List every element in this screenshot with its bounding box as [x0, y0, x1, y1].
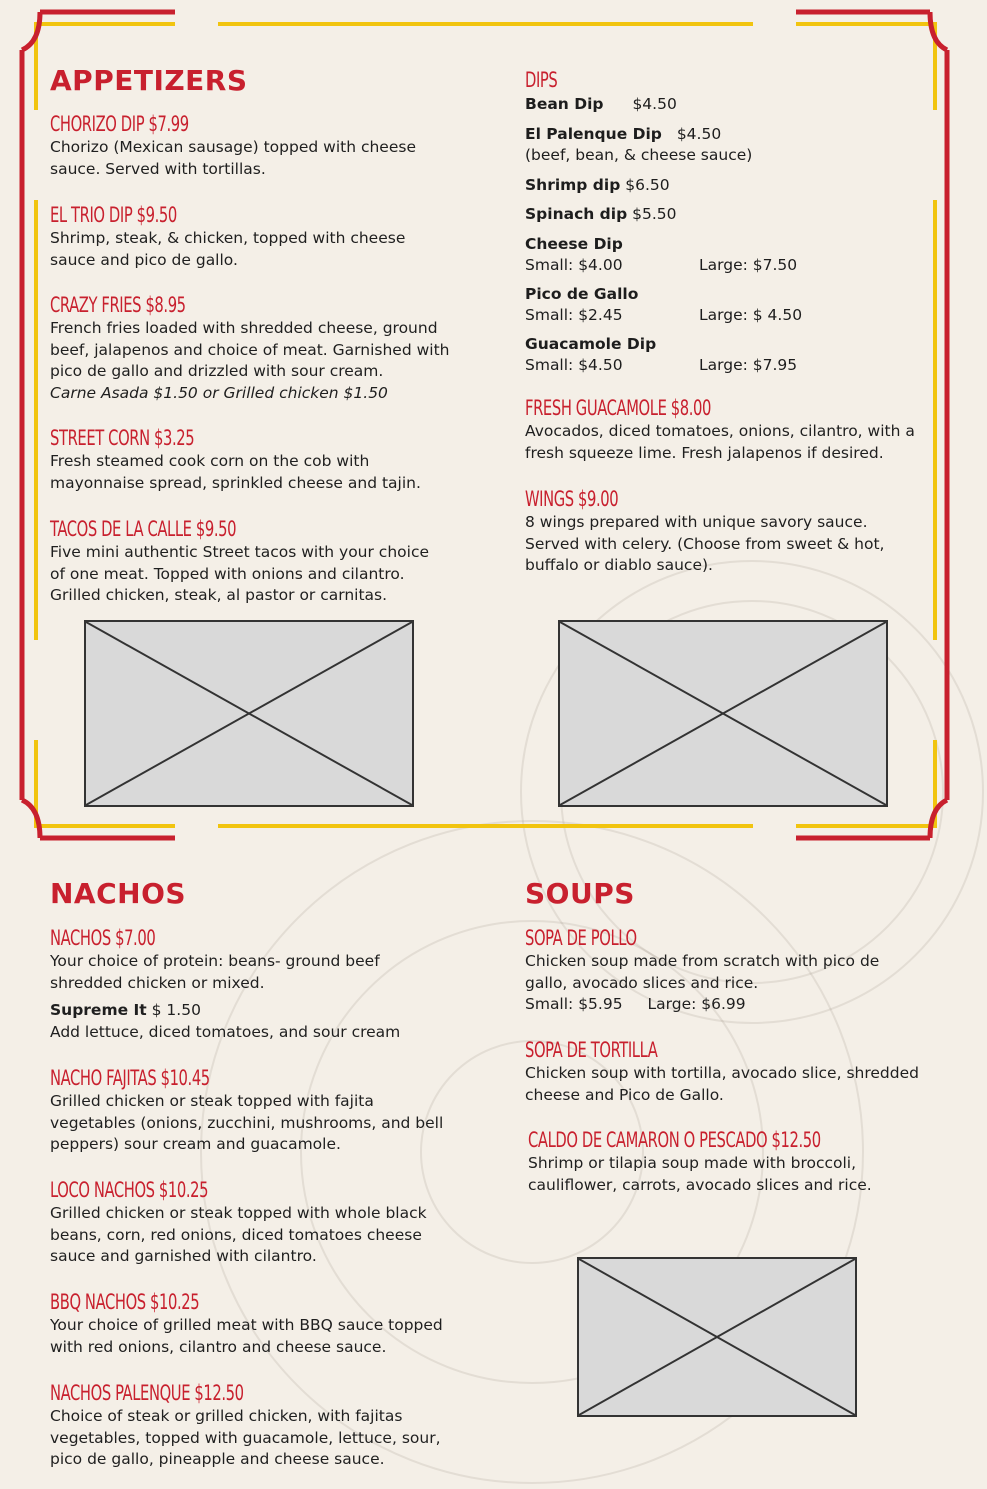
dips-section: [525, 67, 925, 377]
item-description: Five mini authentic Street tacos with your choice of one meat. Topped with onions and cilantro. Grilled chicken, steak, al pastor or carnitas.: [50, 543, 430, 604]
menu-item-fresh-guacamole: [525, 395, 935, 464]
item-description: Add lettuce, diced tomatoes, and sour cream: [50, 1022, 401, 1041]
dip-pico: [525, 284, 925, 306]
dip-spinach: [525, 204, 925, 226]
item-note: [50, 383, 460, 405]
dip-name: Cheese Dip: [525, 234, 623, 253]
item-description: 8 wings prepared with unique savory sauce. Served with celery. (Choose from sweet & hot, buffalo or diablo sauce).: [525, 513, 885, 574]
menu-item-sopa-de-tortilla: [525, 1037, 935, 1106]
placeholder-cross: [579, 1259, 855, 1415]
item-description: Chicken soup with tortilla, avocado slice, shredded cheese and Pico de Gallo.: [525, 1064, 919, 1104]
dip-bean: [525, 94, 925, 116]
price-small: Small: $4.00: [525, 256, 623, 274]
item-title: NACHOS $7.00: [50, 926, 156, 950]
item-title: SOPA DE TORTILLA: [525, 1038, 658, 1062]
price-small: Small: $4.50: [525, 356, 623, 374]
appetizers-heading: APPETIZERS: [50, 64, 248, 97]
dip-name: Guacamole Dip: [525, 334, 657, 353]
placeholder-cross: [560, 622, 886, 805]
image-placeholder: [577, 1257, 857, 1417]
dip-price: $5.50: [632, 205, 677, 223]
item-name: Supreme It: [50, 1001, 147, 1019]
menu-item-nachos: [50, 925, 450, 994]
menu-item-loco-nachos: [50, 1177, 460, 1268]
menu-item-nachos-palenque: [50, 1380, 460, 1471]
dip-guacamole: [525, 334, 925, 356]
item-description: Fresh steamed cook corn on the cob with mayonnaise spread, sprinkled cheese and tajin.: [50, 452, 421, 492]
item-title: BBQ NACHOS $10.25: [50, 1290, 200, 1314]
menu-item-tacos-de-la-calle: [50, 516, 450, 607]
item-description: Grilled chicken or steak topped with whole black beans, corn, red onions, diced tomatoes cheese sauce and garnished with cilantro.: [50, 1204, 427, 1265]
item-title: EL TRIO DIP $9.50: [50, 203, 177, 227]
item-title: SOPA DE POLLO: [525, 926, 637, 950]
menu-item-street-corn: [50, 425, 450, 494]
menu-item-crazy-fries: [50, 292, 460, 404]
price-large: Large: $ 4.50: [699, 306, 803, 324]
item-description: Shrimp or tilapia soup made with broccoli, cauliflower, carrots, avocado slices and rice.: [528, 1154, 872, 1194]
menu-item-nacho-fajitas: [50, 1065, 460, 1156]
menu-item-supreme-it: [50, 1000, 470, 1043]
item-title: TACOS DE LA CALLE $9.50: [50, 517, 237, 541]
menu-item-sopa-de-pollo: [525, 925, 925, 1016]
item-price: $ 1.50: [151, 1001, 201, 1019]
dips-heading: DIPS: [525, 68, 558, 92]
item-description: Avocados, diced tomatoes, onions, cilantro, with a fresh squeeze lime. Fresh jalapenos if desired.: [525, 422, 915, 462]
dip-name: Spinach dip: [525, 205, 628, 223]
menu-item-el-trio-dip: [50, 202, 450, 271]
dip-note: (beef, bean, & cheese sauce): [525, 146, 753, 164]
item-description: Chorizo (Mexican sausage) topped with cheese sauce. Served with tortillas.: [50, 138, 416, 178]
price-small: Small: $5.95: [525, 995, 623, 1013]
dip-name: Bean Dip: [525, 95, 604, 113]
item-description: Chicken soup made from scratch with pico de gallo, avocado slices and rice.: [525, 952, 880, 992]
dip-guacamole-sizes: [525, 355, 925, 377]
price-large: Large: $7.50: [699, 256, 798, 274]
item-description: Choice of steak or grilled chicken, with fajitas vegetables, topped with guacamole, lettuce, sour, pico de gallo, pineapple and cheese sauce.: [50, 1407, 441, 1468]
item-title: STREET CORN $3.25: [50, 426, 195, 450]
item-description: Shrimp, steak, & chicken, topped with cheese sauce and pico de gallo.: [50, 229, 406, 269]
item-title: CRAZY FRIES $8.95: [50, 293, 186, 317]
menu-item-chorizo-dip: [50, 111, 450, 180]
supreme-line: [50, 1000, 470, 1022]
item-title: CHORIZO DIP $7.99: [50, 112, 189, 136]
soup-sizes: [525, 994, 925, 1016]
item-title: NACHO FAJITAS $10.45: [50, 1066, 210, 1090]
item-title: WINGS $9.00: [525, 487, 619, 511]
item-description: French fries loaded with shredded cheese, ground beef, jalapenos and choice of meat. Garnished with pico de gallo and drizzled with sour cream.: [50, 319, 450, 380]
image-placeholder: [84, 620, 414, 807]
item-description: Your choice of protein: beans- ground beef shredded chicken or mixed.: [50, 952, 380, 992]
item-note-text: Carne Asada $1.50 or Grilled chicken $1.50: [50, 383, 388, 402]
item-title: FRESH GUACAMOLE $8.00: [525, 396, 712, 420]
item-title: CALDO DE CAMARON O PESCADO $12.50: [528, 1128, 821, 1152]
menu-item-wings: [525, 486, 925, 577]
nachos-heading: NACHOS: [50, 877, 187, 910]
dip-name: El Palenque Dip: [525, 124, 662, 143]
dip-price: $4.50: [632, 95, 677, 113]
price-large: Large: $7.95: [699, 356, 798, 374]
price-small: Small: $2.45: [525, 306, 623, 324]
menu-item-caldo: [528, 1127, 938, 1196]
item-description: Grilled chicken or steak topped with fajita vegetables (onions, zucchini, mushrooms, and bell peppers) sour cream and guacamole.: [50, 1092, 444, 1153]
dip-name: Shrimp dip: [525, 175, 621, 194]
menu-item-bbq-nachos: [50, 1289, 460, 1358]
dip-el-palenque: [525, 124, 925, 146]
dip-name: Pico de Gallo: [525, 284, 639, 303]
item-title: NACHOS PALENQUE $12.50: [50, 1381, 244, 1405]
soups-heading: SOUPS: [525, 877, 635, 910]
item-description: Your choice of grilled meat with BBQ sauce topped with red onions, cilantro and cheese sauce.: [50, 1316, 443, 1356]
item-title: LOCO NACHOS $10.25: [50, 1178, 209, 1202]
image-placeholder: [558, 620, 888, 807]
dip-price: $6.50: [625, 175, 670, 194]
dip-pico-sizes: [525, 305, 925, 327]
dip-cheese-sizes: [525, 255, 925, 277]
dip-price: $4.50: [676, 124, 722, 143]
price-large: Large: $6.99: [647, 995, 746, 1013]
placeholder-cross: [86, 622, 412, 805]
dip-cheese: [525, 234, 925, 256]
dip-shrimp: [525, 175, 925, 197]
